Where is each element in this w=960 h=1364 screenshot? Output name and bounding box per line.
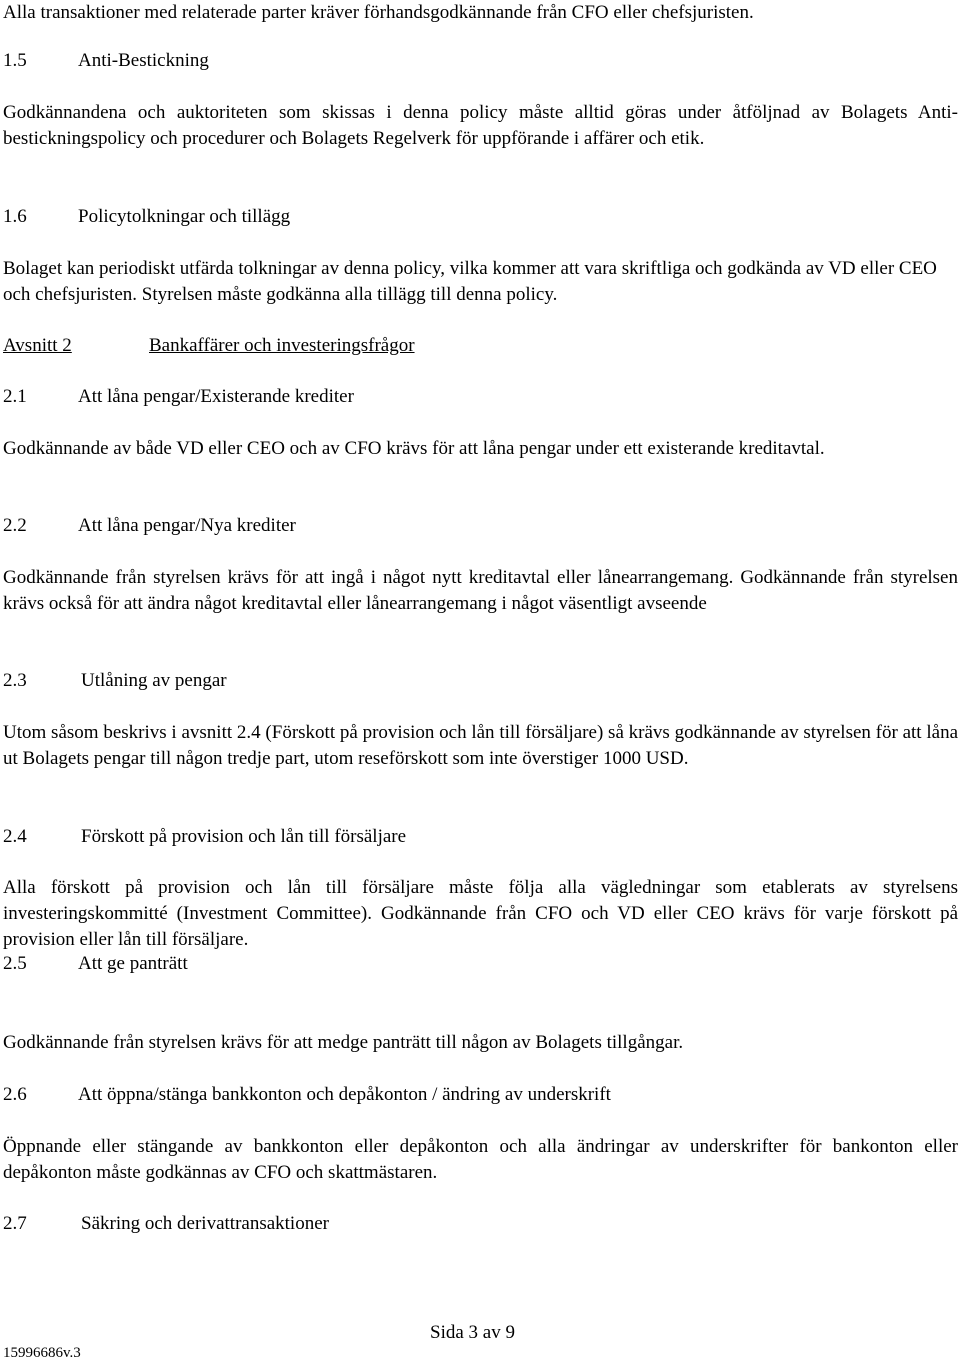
section-number: 2.4 <box>3 826 27 847</box>
section-2-4-heading <box>3 824 406 850</box>
avsnitt-number: Avsnitt 2 <box>3 335 72 356</box>
document-id: 15996686v.3 <box>3 1345 81 1361</box>
page-number: Sida 3 av 9 <box>430 1322 515 1343</box>
section-number: 2.3 <box>3 670 27 691</box>
section-title: Att ge panträtt <box>78 953 188 974</box>
section-title: Policytolkningar och tillägg <box>78 206 291 227</box>
section-2-7-heading <box>3 1211 329 1237</box>
section-title: Att låna pengar/Existerande krediter <box>78 386 354 407</box>
section-2-6-body: Öppnande eller stängande av bankkonton eller depåkonton och alla ändringar av underskrifter för bankonton eller depåkonton måste godkännas av CFO och skattmästaren. <box>3 1136 958 1183</box>
intro-paragraph: Alla transaktioner med relaterade parter kräver förhandsgodkännande från CFO eller chefsjuristen. <box>3 2 754 23</box>
section-number: 1.6 <box>3 206 27 227</box>
section-title: Att öppna/stänga bankkonton och depåkonton / ändring av underskrift <box>78 1084 611 1105</box>
section-2-6-heading <box>3 1082 611 1108</box>
section-number: 2.7 <box>3 1213 27 1234</box>
section-1-6-body: Bolaget kan periodiskt utfärda tolkningar av denna policy, vilka kommer att vara skriftliga och godkända av VD eller CEO och chefsjuristen. Styrelsen måste godkänna alla tillägg till denna policy. <box>3 258 937 305</box>
section-1-5-heading <box>3 48 209 74</box>
section-1-5-body: Godkännandena och auktoriteten som skissas i denna policy måste alltid göras under åtföljnad av Bolagets Anti-bestickningspolicy och procedurer och Bolagets Regelverk för uppförande i affärer och etik. <box>3 102 958 149</box>
section-2-1-heading <box>3 384 354 410</box>
section-2-5-heading <box>3 951 188 977</box>
section-2-2-heading <box>3 513 296 539</box>
section-title: Att låna pengar/Nya krediter <box>78 515 296 536</box>
section-title: Säkring och derivattransaktioner <box>81 1213 329 1234</box>
section-1-6-heading <box>3 204 290 230</box>
section-2-2-body: Godkännande från styrelsen krävs för att ingå i något nytt kreditavtal eller lånearrangemang. Godkännande från styrelsen krävs också för att ändra något kreditavtal eller lånearrangemang i något väsentligt avseende <box>3 567 958 614</box>
section-2-3-heading <box>3 668 227 694</box>
section-number: 1.5 <box>3 50 27 71</box>
avsnitt-title: Bankaffärer och investeringsfrågor <box>149 335 415 356</box>
section-2-5-body: Godkännande från styrelsen krävs för att medge panträtt till någon av Bolagets tillgångar. <box>3 1032 684 1053</box>
avsnitt-2-heading <box>3 333 415 359</box>
section-number: 2.1 <box>3 386 27 407</box>
section-2-1-body: Godkännande av både VD eller CEO och av CFO krävs för att låna pengar under ett existerande kreditavtal. <box>3 438 825 459</box>
section-title: Anti-Bestickning <box>78 50 209 71</box>
section-2-3-body: Utom såsom beskrivs i avsnitt 2.4 (Förskott på provision och lån till försäljare) så krävs godkännande av styrelsen för att låna ut Bolagets pengar till någon tredje part, utom reseförskott som inte överstiger 1000 USD. <box>3 722 958 769</box>
section-number: 2.5 <box>3 953 27 974</box>
section-2-4-body: Alla förskott på provision och lån till försäljare måste följa alla vägledningar som etablerats av styrelsens investeringskommitté (Investment Committee). Godkännande från CFO och VD eller CEO krävs för varje förskott på provision eller lån till försäljare. <box>3 877 958 950</box>
section-number: 2.6 <box>3 1084 27 1105</box>
section-title: Utlåning av pengar <box>81 670 227 691</box>
section-title: Förskott på provision och lån till försäljare <box>81 826 407 847</box>
section-number: 2.2 <box>3 515 27 536</box>
